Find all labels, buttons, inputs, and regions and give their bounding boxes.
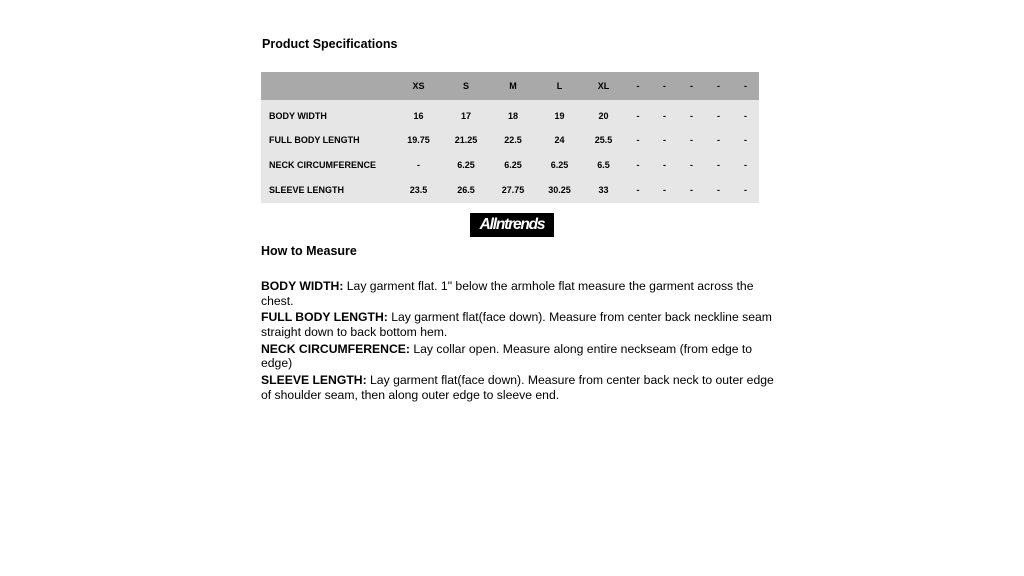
table-cell: 17 bbox=[460, 110, 471, 121]
table-header-cell: - bbox=[636, 81, 640, 91]
table-header-row bbox=[261, 72, 759, 100]
table-cell: - bbox=[690, 159, 693, 170]
instruction-term: BODY WIDTH: bbox=[261, 279, 344, 293]
table-cell: 27.75 bbox=[501, 185, 525, 195]
table-cell: - bbox=[744, 159, 747, 170]
table-cell: 24 bbox=[554, 134, 565, 145]
brand-logo bbox=[470, 213, 554, 237]
table-cell: - bbox=[744, 110, 747, 121]
table-cell: 20 bbox=[598, 110, 609, 121]
table-cell: 23.5 bbox=[409, 185, 428, 195]
instruction-text: Lay collar open. Measure along entire neckseam (from edge to edge) bbox=[261, 341, 753, 371]
page-title: Product Specifications bbox=[262, 37, 398, 51]
table-cell: - bbox=[636, 159, 640, 170]
table-cell: 25.5 bbox=[594, 134, 613, 145]
table-cell: - bbox=[717, 134, 720, 145]
table-cell: 6.25 bbox=[504, 159, 522, 170]
table-cell: 18 bbox=[507, 110, 518, 121]
row-label: NECK CIRCUMFERENCE bbox=[269, 159, 377, 170]
table-cell: - bbox=[690, 134, 693, 145]
table-cell: 6.25 bbox=[550, 159, 569, 170]
table-header-cell: - bbox=[663, 81, 666, 91]
table-cell: 26.5 bbox=[457, 185, 475, 195]
table-row bbox=[261, 100, 759, 127]
table-cell: 6.5 bbox=[597, 159, 610, 170]
instruction-item bbox=[261, 279, 781, 308]
instruction-item bbox=[261, 310, 781, 339]
table-header-cell: - bbox=[690, 81, 693, 91]
table-cell: - bbox=[636, 185, 640, 195]
size-chart-table bbox=[261, 72, 759, 203]
table-header-label-cell bbox=[261, 72, 394, 100]
table-cell: - bbox=[663, 134, 666, 145]
instruction-term: NECK CIRCUMFERENCE: bbox=[261, 341, 410, 356]
table-cell: - bbox=[744, 185, 747, 195]
brand-logo-text: Allntrends bbox=[479, 216, 545, 233]
row-label: BODY WIDTH bbox=[269, 110, 327, 121]
instruction-item bbox=[261, 342, 781, 371]
table-cell: - bbox=[717, 110, 720, 121]
table-cell: - bbox=[636, 110, 640, 121]
table-cell: 6.25 bbox=[457, 159, 475, 170]
table-cell: - bbox=[417, 159, 420, 170]
table-header-cell: S bbox=[462, 81, 469, 91]
table-header-cell: XS bbox=[412, 81, 425, 91]
table-cell: 19.75 bbox=[407, 134, 430, 145]
table-cell: - bbox=[744, 134, 747, 145]
table-cell: - bbox=[717, 159, 720, 170]
table-cell: 19 bbox=[554, 110, 565, 121]
row-label: FULL BODY LENGTH bbox=[269, 134, 360, 145]
how-to-measure-heading: How to Measure bbox=[261, 244, 357, 258]
table-cell: - bbox=[690, 185, 693, 195]
row-label: SLEEVE LENGTH bbox=[269, 185, 345, 195]
table-cell: - bbox=[690, 110, 693, 121]
table-cell: - bbox=[636, 134, 640, 145]
instruction-text: Lay garment flat. 1" below the armhole flat measure the garment across the chest. bbox=[261, 279, 754, 308]
instruction-term: FULL BODY LENGTH: bbox=[261, 310, 388, 325]
table-cell: 33 bbox=[598, 185, 609, 195]
table-cell: 30.25 bbox=[548, 185, 571, 195]
table-row bbox=[261, 177, 759, 203]
instruction-text: Lay garment flat(face down). Measure from center back neck to outer edge of shoulder seam, then along outer edge to sleeve end. bbox=[261, 373, 774, 402]
table-header-cell: XL bbox=[597, 81, 610, 91]
table-cell: 22.5 bbox=[504, 134, 522, 145]
table-header-cell: - bbox=[744, 81, 747, 91]
measure-instructions bbox=[261, 279, 781, 405]
table-cell: - bbox=[717, 185, 720, 195]
instruction-text: Lay garment flat(face down). Measure from center back neckline seam straight down to back bottom hem. bbox=[261, 310, 772, 339]
instruction-term: SLEEVE LENGTH: bbox=[261, 373, 367, 388]
table-header-cell: - bbox=[717, 81, 720, 91]
table-header-cell: L bbox=[556, 81, 563, 91]
table-cell: - bbox=[663, 185, 666, 195]
table-header-cell: M bbox=[509, 81, 517, 91]
table-row bbox=[261, 152, 759, 177]
table-cell: - bbox=[663, 110, 666, 121]
table-row bbox=[261, 127, 759, 152]
table-cell: 16 bbox=[413, 110, 424, 121]
instruction-item bbox=[261, 373, 781, 402]
table-cell: 21.25 bbox=[454, 134, 478, 145]
table-cell: - bbox=[663, 159, 666, 170]
